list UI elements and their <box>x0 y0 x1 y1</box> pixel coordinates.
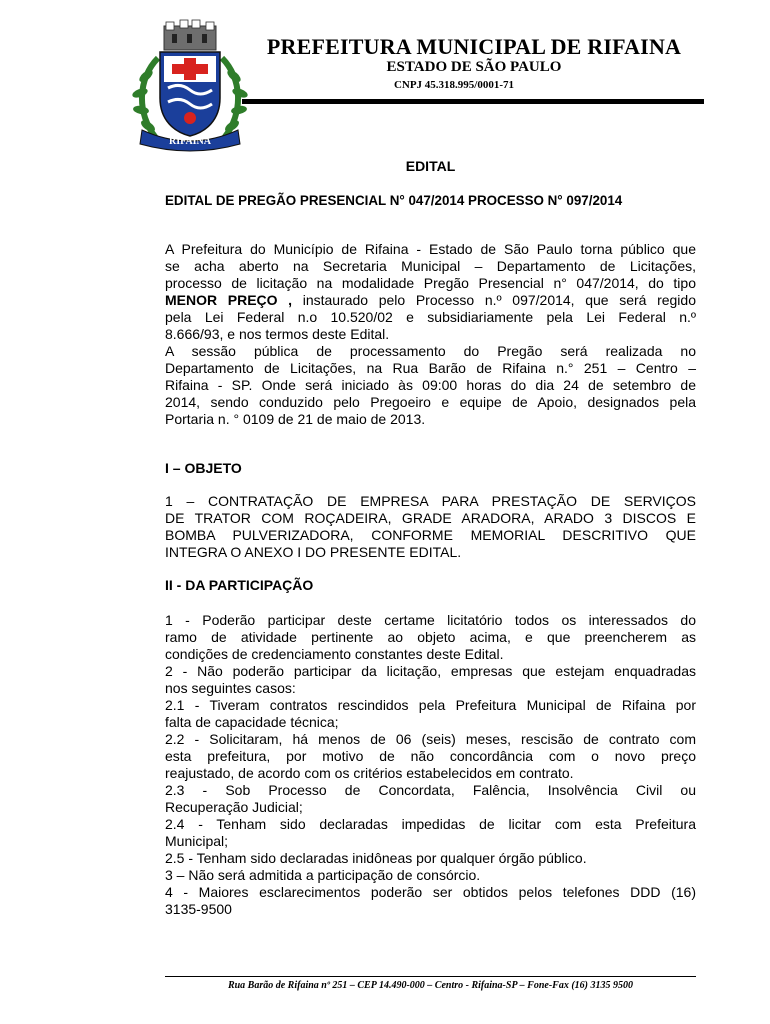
section-objeto-title: I – OBJETO <box>165 460 242 476</box>
document-heading: EDITAL <box>405 158 456 174</box>
intro-line-menor-preco: MENOR PREÇO , instaurado pelo Processo n.º 097/2014, que será regido <box>165 292 696 308</box>
state-subtitle: ESTADO DE SÃO PAULO <box>386 59 562 75</box>
cnpj-line: CNPJ 45.318.995/0001-71 <box>393 79 515 91</box>
logo-ribbon-text: RIFAINA <box>168 136 212 147</box>
section-participacao-title: II - DA PARTICIPAÇÃO <box>165 577 314 593</box>
rifaina-coat-of-arms-logo <box>128 18 252 152</box>
footer-address: Rua Barão de Rifaina nº 251 – CEP 14.490-000 – Centro - Rifaina-SP – Fone-Fax (16) 3135 9500 <box>227 980 634 991</box>
document-subheading: EDITAL DE PREGÃO PRESENCIAL N° 047/2014 PROCESSO N° 097/2014 <box>165 193 623 208</box>
header-divider <box>242 99 704 104</box>
footer-divider <box>165 976 696 977</box>
municipality-title: PREFEITURA MUNICIPAL DE RIFAINA <box>266 34 682 59</box>
